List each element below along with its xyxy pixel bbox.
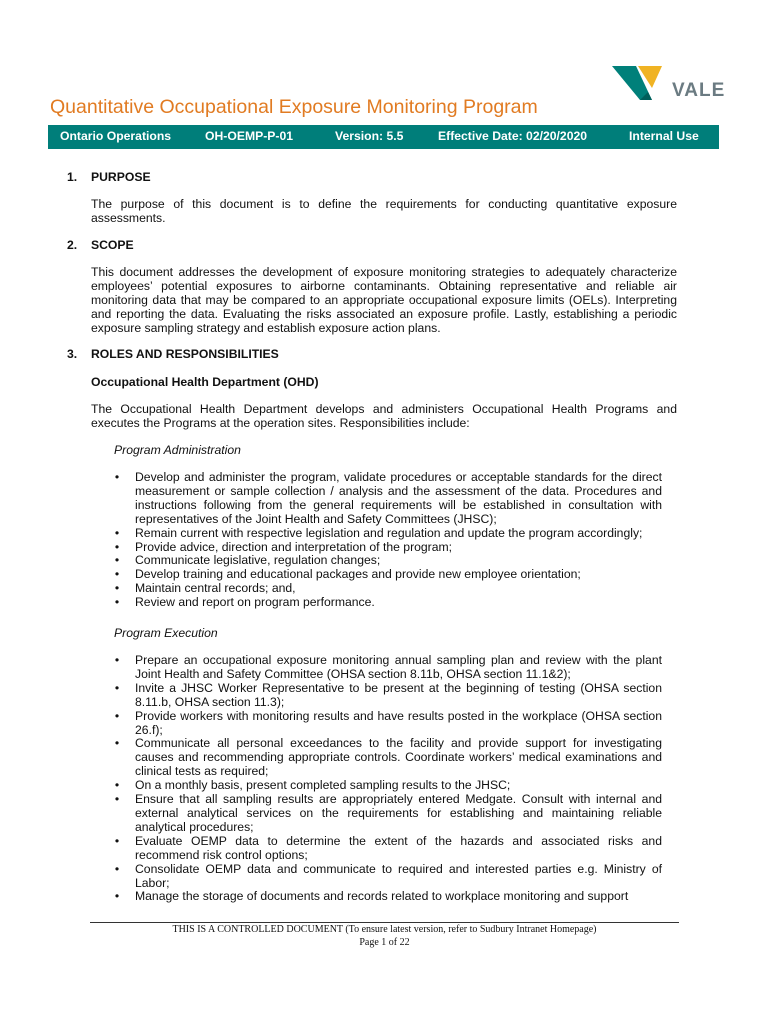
purpose-body: The purpose of this document is to define the requirements for conducting quantitative exposure assessments.: [91, 197, 677, 225]
list-item: [112, 527, 662, 541]
list-item: [112, 596, 662, 610]
scope-body: This document addresses the development of exposure monitoring strategies to adequately characterize employees’ potential exposures to airborne contaminants. Obtaining representative and reliable air monitoring data that may be compared to an appropriate occupational exposure limits (OELs). Interpreting and reporting the data. Evaluating the risks associated an exposure profile. Lastly, establishing a periodic exposure sampling strategy and establish exposure action plans.: [91, 265, 677, 335]
footer-notice: THIS IS A CONTROLLED DOCUMENT (To ensure latest version, refer to Sudbury Intranet Homepage): [172, 924, 597, 935]
bullet-icon: •: [114, 595, 120, 610]
list-item: [112, 793, 662, 835]
program-administration-heading: Program Administration: [114, 443, 241, 457]
bullet-icon: •: [114, 653, 120, 667]
list-item: [112, 863, 662, 891]
bullet-icon: •: [114, 553, 120, 568]
program-execution-heading: Program Execution: [114, 626, 218, 640]
list-item-text: Ensure that all sampling results are appropriately entered Medgate. Consult with internal and external analytical services on the requirements for establishing and maintaining reliable analytical procedures;: [135, 792, 662, 834]
footer-page-number: Page 1 of 22: [359, 937, 410, 948]
bullet-icon: •: [114, 525, 120, 540]
list-item: [112, 471, 662, 527]
list-item: [112, 890, 662, 904]
ohd-body: The Occupational Health Department develops and administers Occupational Health Programs and executes the Programs at the operation sites. Responsibilities include:: [91, 402, 677, 430]
list-item-text: Develop and administer the program, validate procedures or acceptable standards for the direct measurement or sample collection / analysis and the assessment of the data. Procedures and instructions following from the general requirements will be established in consultation with representatives of the Joint Health and Safety Committees (JHSC);: [135, 470, 662, 526]
header-classification: Internal Use: [629, 129, 699, 143]
section-title: PURPOSE: [91, 170, 151, 184]
document-header-bar: [48, 125, 719, 149]
list-item-text: Develop training and educational packages and provide new employee orientation;: [135, 567, 581, 582]
list-item: [112, 582, 662, 596]
footer-divider: [90, 922, 679, 923]
list-item-text: Provide advice, direction and interpretation of the program;: [135, 539, 453, 554]
bullet-icon: •: [114, 889, 120, 904]
bullet-icon: •: [114, 708, 120, 723]
bullet-icon: •: [114, 470, 120, 484]
bullet-icon: •: [114, 833, 120, 848]
bullet-icon: •: [114, 567, 120, 582]
bullet-icon: •: [114, 736, 120, 751]
bullet-icon: •: [114, 680, 120, 695]
bullet-icon: •: [114, 778, 120, 793]
list-item: [112, 654, 662, 682]
header-operations: Ontario Operations: [60, 129, 172, 143]
list-item-text: Consolidate OEMP data and communicate to required and interested parties e.g. Ministry of Labor;: [135, 861, 662, 890]
section-title: SCOPE: [91, 238, 134, 252]
header-effective-date: Effective Date: 02/20/2020: [438, 129, 588, 143]
list-item: [112, 710, 662, 738]
bullet-icon: •: [114, 581, 120, 596]
list-item-text: Manage the storage of documents and records related to workplace monitoring and support: [135, 889, 629, 904]
list-item-text: Invite a JHSC Worker Representative to be present at the beginning of testing (OHSA section 8.11.b, OHSA section 11.3);: [135, 680, 662, 709]
bullet-icon: •: [114, 792, 120, 807]
list-item-text: Evaluate OEMP data to determine the extent of the hazards and associated risks and recommend risk control options;: [135, 833, 662, 862]
section-number: 2.: [67, 238, 78, 252]
list-item: [112, 541, 662, 555]
program-administration-list: [112, 471, 662, 610]
list-item-text: Maintain central records; and,: [135, 581, 296, 596]
list-item: [112, 554, 662, 568]
list-item-text: Communicate all personal exceedances to the facility and provide support for investigating causes and recommending appropriate controls. Coordinate workers’ medical examinations and clinical tests as required;: [135, 736, 662, 779]
list-item: [112, 835, 662, 863]
bullet-icon: •: [114, 861, 120, 876]
header-version: Version: 5.5: [335, 129, 404, 143]
program-execution-list: [112, 654, 662, 904]
brand-name: VALE: [672, 80, 726, 101]
header-doc-id: OH-OEMP-P-01: [205, 129, 294, 143]
list-item: [112, 779, 662, 793]
bullet-icon: •: [114, 539, 120, 554]
section-title: ROLES AND RESPONSIBILITIES: [91, 347, 279, 361]
document-title: Quantitative Occupational Exposure Monitoring Program: [50, 96, 538, 118]
list-item: [112, 682, 662, 710]
section-number: 3.: [67, 347, 78, 361]
list-item: [112, 568, 662, 582]
section-number: 1.: [67, 170, 78, 184]
ohd-heading: Occupational Health Department (OHD): [91, 375, 319, 389]
list-item-text: Provide workers with monitoring results and have results posted in the workplace (OHSA section 26.f);: [135, 708, 662, 737]
list-item: [112, 737, 662, 779]
list-item-text: Review and report on program performance.: [135, 595, 375, 610]
list-item-text: Remain current with respective legislation and regulation and update the program accordingly;: [135, 525, 643, 540]
list-item-text: Prepare an occupational exposure monitoring annual sampling plan and review with the plant Joint Health and Safety Committee (OHSA section 8.11b, OHSA section 11.1&2);: [135, 653, 662, 681]
list-item-text: On a monthly basis, present completed sampling results to the JHSC;: [135, 778, 511, 793]
list-item-text: Communicate legislative, regulation changes;: [135, 553, 381, 568]
